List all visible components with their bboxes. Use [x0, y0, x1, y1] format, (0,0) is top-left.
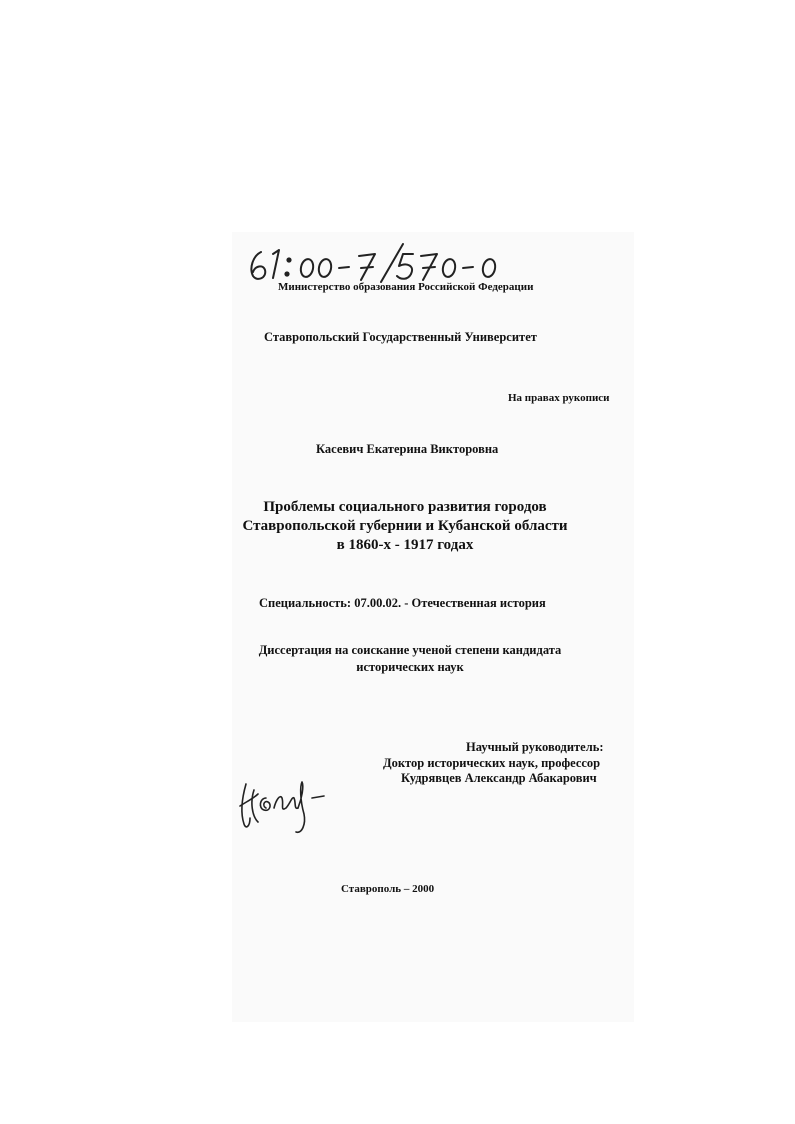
- dissertation-line-1: Диссертация на соискание ученой степени кандидата: [258, 643, 562, 657]
- handwritten-archive-number: [243, 238, 513, 284]
- supervisor-name: Кудрявцев Александр Абакарович: [401, 771, 597, 785]
- supervisor-label: Научный руководитель:: [466, 740, 604, 754]
- thesis-title-line-1: Проблемы социального развития городов: [263, 499, 547, 515]
- specialty: Специальность: 07.00.02. - Отечественная история: [259, 596, 546, 610]
- ministry-name: Министерство образования Российской Федерации: [278, 281, 534, 293]
- scan-background: [232, 232, 634, 1022]
- place-and-year: Ставрополь – 2000: [341, 883, 435, 895]
- author-name: Касевич Екатерина Викторовна: [316, 442, 499, 456]
- supervisor-degree: Доктор исторических наук, профессор: [383, 756, 601, 770]
- handwritten-signature: [232, 768, 332, 838]
- dissertation-line-2: исторических наук: [356, 660, 464, 674]
- thesis-title-line-2: Ставропольской губернии и Кубанской области: [242, 518, 568, 534]
- thesis-title-line-3: в 1860-х - 1917 годах: [336, 537, 474, 553]
- university-name: Ставропольский Государственный Университет: [264, 330, 537, 344]
- manuscript-note: На правах рукописи: [508, 392, 610, 404]
